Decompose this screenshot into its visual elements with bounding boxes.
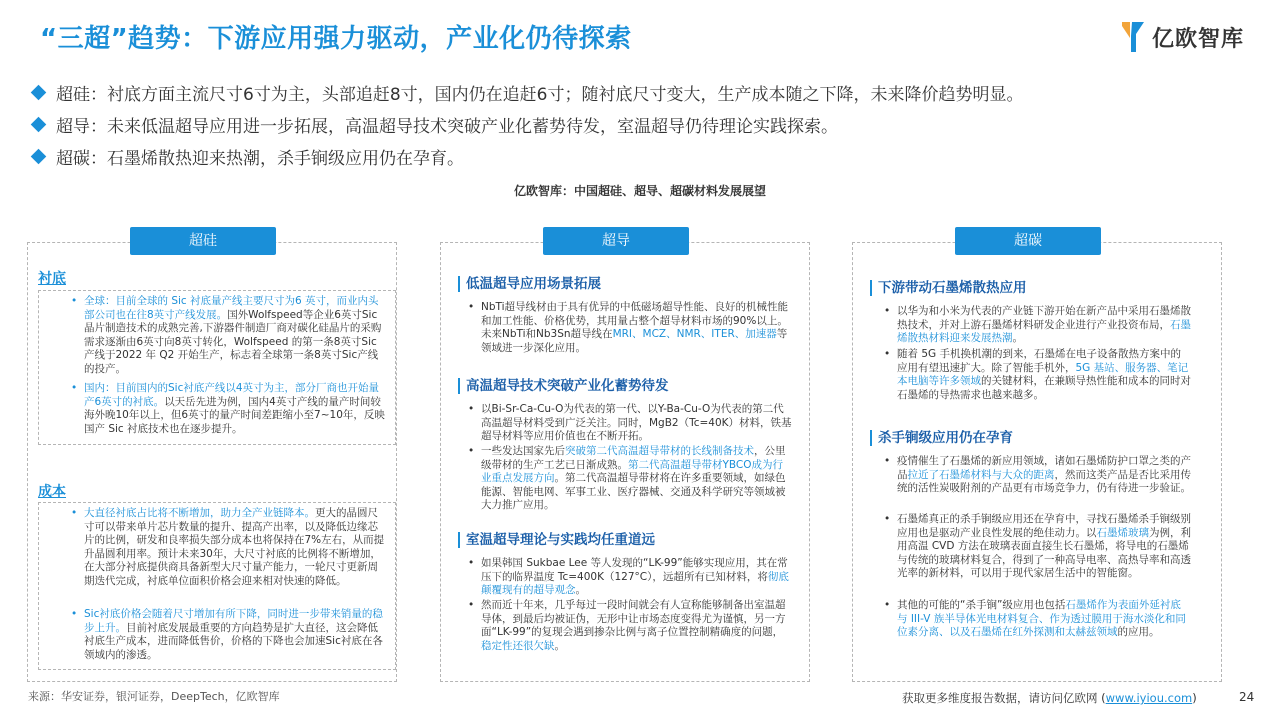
page-title: “三超”趋势：下游应用强力驱动，产业化仍待探索 bbox=[40, 24, 632, 54]
logo-mark-icon bbox=[1120, 20, 1146, 54]
page-number: 24 bbox=[1239, 690, 1255, 704]
heading-cooling: 下游带动石墨烯散热应用 bbox=[870, 280, 1027, 296]
panel-tab-carbon: 超碳 bbox=[955, 227, 1101, 255]
figure-caption: 亿欧智库：中国超硅、超导、超碳材料发展展望 bbox=[513, 184, 766, 198]
bullet-dot-icon: • bbox=[71, 295, 78, 307]
summary-item bbox=[30, 76, 1260, 108]
bullet-dot-icon: • bbox=[884, 455, 891, 467]
cooling-item-2: • 随着 5G 手机换机潮的到来，石墨烯在电子设备散热方案中的应用有望迅速扩大。除了智能手机外，5G 基站、服务器、笔记本电脑等许多领域的关键材料，在兼顾导热性能和成本的同时对石墨烯的导热需求也越来越多。 bbox=[884, 348, 1191, 401]
bullet-dot-icon: • bbox=[884, 305, 891, 317]
bullet-dot-icon: • bbox=[468, 445, 475, 457]
panel-tab-superconductor: 超导 bbox=[543, 227, 689, 255]
heading-killer-app: 杀手锏级应用仍在孕育 bbox=[870, 430, 1013, 446]
summary-item bbox=[30, 108, 1260, 140]
bullet-dot-icon: • bbox=[71, 608, 78, 620]
diamond-bullet-icon bbox=[31, 84, 47, 100]
bullet-dot-icon: • bbox=[468, 599, 475, 611]
bullet-dot-icon: • bbox=[468, 301, 475, 313]
cooling-item-1: • 以华为和小米为代表的产业链下游开始在新产品中采用石墨烯散热技术，并对上游石墨烯材料研发企业进行产业投资布局，石墨烯散热材料迎来发展热潮。 bbox=[884, 305, 1191, 345]
summary-text: 超碳：石墨烯散热迎来热潮，杀手锏级应用仍在孕育。 bbox=[56, 148, 464, 169]
bullet-dot-icon: • bbox=[71, 382, 78, 394]
killer-item-3: • 其他的可能的“杀手锏”级应用也包括石墨烯作为表面外延衬底与 III-V 族半导体光电材料复合、作为透过膜用于海水淡化和同位素分离、以及石墨烯在红外探测和太赫兹领域的应用。 bbox=[884, 599, 1186, 639]
heading-room-temp: 室温超导理论与实践均任重道远 bbox=[458, 532, 655, 548]
section-label-cost: 成本 bbox=[38, 484, 66, 500]
room-temp-item-2: • 然而近十年来，几乎每过一段时间就会有人宣称能够制备出室温超导体，到最后均被证伪，无形中让市场态度变得尤为谨慎，另一方面“LK-99”的复现会遇到掺杂比例与离子位置控制精确度的问题，稳定性还很欠缺。 bbox=[468, 599, 786, 652]
panel-tab-silicon: 超硅 bbox=[130, 227, 276, 255]
logo bbox=[1120, 20, 1244, 54]
logo-text: 亿欧智库 bbox=[1152, 26, 1245, 52]
cost-item-2: • Sic衬底价格会随着尺寸增加有所下降，同时进一步带来销量的稳步上升。目前衬底发展最重要的方向趋势是扩大直径，这会降低衬底生产成本，进而降低售价，价格的下降也会加速Sic衬底在各领域内的渗透。 bbox=[71, 608, 383, 661]
diamond-bullet-icon bbox=[31, 116, 47, 132]
bullet-dot-icon: • bbox=[71, 507, 78, 519]
footer-source: 来源：华安证券，银河证券，DeepTech，亿欧智库 bbox=[28, 690, 280, 703]
cost-item-1: • 大直径衬底占比将不断增加，助力全产业链降本。更大的晶圆尺寸可以带来单片芯片数量的提升、提高产出率，以及降低边缘芯片的比例，研发和良率损失部分成本也将保持在7%左右，从而提升晶圆利用率。预计未来30年，大尺寸衬底的比例将不断增加，在大部分衬底提供商具备新型大尺寸量产能力，一轮尺寸更新周期迭代完成，衬底单位面积价格会迎来相对快速的降低。 bbox=[71, 507, 385, 587]
summary-text: 超硅：衬底方面主流尺寸6寸为主，头部追赶8寸，国内仍在追赶6寸；随衬底尺寸变大，生产成本随之下降，未来降价趋势明显。 bbox=[56, 84, 1024, 105]
substrate-domestic: • 国内：目前国内的Sic衬底产线以4英寸为主，部分厂商也开始量产6英寸的衬底。以天岳先进为例，国内4英寸产线的量产时间较海外晚10年以上，但6英寸的量产时间差距缩小至7~10年，反映国产 Sic 衬底技术也在逐步提升。 bbox=[71, 382, 385, 435]
heading-high-temp: 高温超导技术突破产业化蓄势待发 bbox=[458, 378, 669, 394]
bullet-dot-icon: • bbox=[468, 403, 475, 415]
website-link[interactable]: www.iyiou.com bbox=[1105, 691, 1193, 705]
bullet-dot-icon: • bbox=[884, 513, 891, 525]
high-temp-item-1: • 以Bi-Sr-Ca-Cu-O为代表的第一代、以Y-Ba-Cu-O为代表的第二代高温超导材料受到广泛关注。同时，MgB2（Tc=40K）材料，铁基超导材料等应用价值也在不断开拓。 bbox=[468, 403, 792, 443]
killer-item-2: • 石墨烯真正的杀手锏级应用还在孕育中，寻找石墨烯杀手锏级别应用也是驱动产业良性发展的绝佳动力。以石墨烯玻璃为例，利用高温 CVD 方法在玻璃表面直接生长石墨烯，将导电的石墨烯与传统的玻璃材料复合，得到了一种高导电率、高热导率和高透光率的新材料，可以用于现代家居生活中的智能窗。 bbox=[884, 513, 1191, 580]
low-temp-item: • NbTi超导线材由于具有优异的中低磁场超导性能、良好的机械性能和加工性能、价格优势，其用量占整个超导材料市场的90%以上。未来NbTi和Nb3Sn超导线在MRI、MCZ、NMR、ITER、加速器等领域进一步深化应用。 bbox=[468, 301, 789, 354]
bullet-dot-icon: • bbox=[884, 348, 891, 360]
summary-item bbox=[30, 140, 1260, 172]
footer-promo: 获取更多维度报告数据，请访问亿欧网 (www.iyiou.com) bbox=[902, 691, 1197, 705]
bullet-dot-icon: • bbox=[884, 599, 891, 611]
substrate-global: • 全球：目前全球的 Sic 衬底量产线主要尺寸为6 英寸，而业内头部公司也在往8英寸产线发展。国外Wolfspeed等企业6英寸Sic晶片制造技术的成熟完善,下游器件制造厂商对碳化硅晶片的采购需求逐渐由6英寸向8英寸转化，Wolfspeed 的第一条8英寸Sic产线于2022 年 Q2 开始生产，标志着全球第一条8英寸Sic产线的投产。 bbox=[71, 295, 382, 375]
heading-low-temp: 低温超导应用场景拓展 bbox=[458, 276, 601, 292]
bullet-dot-icon: • bbox=[468, 557, 475, 569]
diamond-bullet-icon bbox=[31, 148, 47, 164]
summary-text: 超导：未来低温超导应用进一步拓展，高温超导技术突破产业化蓄势待发，室温超导仍待理论实践探索。 bbox=[56, 116, 838, 137]
summary-bullets bbox=[30, 76, 1260, 172]
room-temp-item-1: • 如果韩国 Sukbae Lee 等人发现的“LK-99”能够实现应用，其在常压下的临界温度 Tc=400K（127°C），远超所有已知材料，将彻底颠覆现有的超导观念。 bbox=[468, 557, 789, 597]
section-label-substrate: 衬底 bbox=[38, 271, 66, 287]
killer-item-1: • 疫情催生了石墨烯的新应用领域，诸如石墨烯防护口罩之类的产品拉近了石墨烯材料与大众的距离，然而这类产品是否比采用传统的活性炭吸附剂的产品更有市场竞争力，仍有待进一步验证。 bbox=[884, 455, 1191, 495]
high-temp-item-2: • 一些发达国家先后突破第二代高温超导带材的长线制备技术，公里级带材的生产工艺已日渐成熟。第二代高温超导带材YBCO成为行业重点发展方向。第二代高温超导带材将在许多重要领域，如绿色能源、智能电网、军事工业、医疗器械、交通及科学研究等领域被大力推广应用。 bbox=[468, 445, 786, 512]
